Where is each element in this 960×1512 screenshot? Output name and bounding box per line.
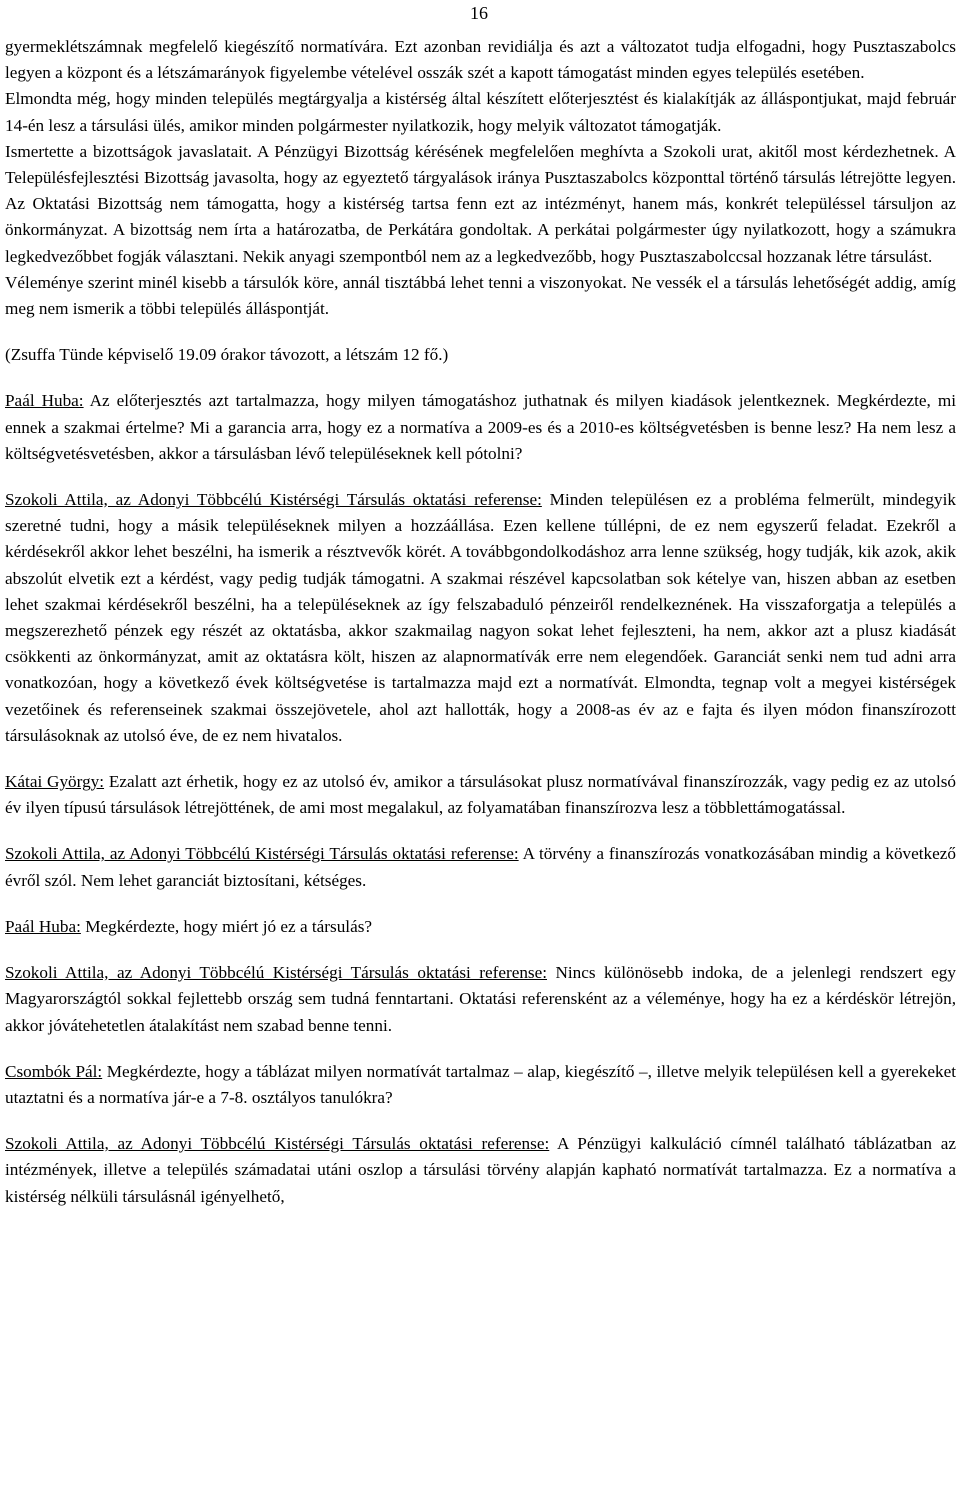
paragraph-spacer	[5, 940, 956, 960]
paragraph-spacer	[5, 322, 956, 342]
paragraph-text: Megkérdezte, hogy miért jó ez a társulás?	[80, 916, 373, 936]
paragraph-text: Minden településen ez a probléma felmerült, mindegyik szeretné tudni, hogy a másik településeknek milyen a hozzáállása. Ezen kellene túllépni, de ez nem egyszerű feladat. Ezekről a kérdésekről akkor lehet beszélni, ha ismerik a résztvevők körét. A továbbgondolkodáshoz arra lenne szükség, hogy tudják, kik azok, akik abszolút elvetik ezt a kérdést, vagy pedig tudják támogatni. A szakmai részével kapcsolatban sok kételye van, hiszen abban az esetben lehet szakmai kérdésekről beszélni, ha a településeknek az így felszabaduló pénzeiről rendelkeznének. Ha visszaforgatja a település a megszerezhető pénzek egy részét az oktatásba, akkor szakmailag nagyon sokat lehet fejleszteni, ha nem, akkor azt a plusz kiadását csökkenti az önkormányzat, amit az oktatásra költ, hiszen az alapnormatívák erre nem elegendőek. Garanciát senki nem tud adni arra vonatkozóan, hogy a következő évek költségvetése is tartalmazza majd ezt a normatívát. Elmondta, tegnap volt a megyei kistérségek vezetőinek és referenseinek szakmai összejövetele, ahol azt hallották, hogy a 2008-as év az e fajta és ilyen módon finanszírozott társulásoknak az utolsó éve, de ez nem hivatalos.	[5, 490, 956, 745]
paragraph	[5, 1131, 956, 1210]
paragraph-spacer	[5, 368, 956, 388]
paragraph-spacer	[5, 749, 956, 769]
paragraph-text: A törvény a finanszírozás vonatkozásában mindig a következő évről szól. Nem lehet garanciát biztosítani, kétséges.	[5, 844, 956, 890]
paragraph-text: Elmondta még, hogy minden település megtárgyalja a kistérség által készített előterjesztést és kialakítják az álláspontjukat, majd február 14-én lesz a társulási ülés, amikor minden polgármester nyilatkozik, hogy melyik változatot támogatják.	[5, 89, 956, 135]
paragraph-text: Ismertette a bizottságok javaslatait. A Pénzügyi Bizottság kérésének megfelelően meghívta a Szokoli urat, akitől most kérdezhetnek. A Településfejlesztési Bizottság javasolta, hogy az egyeztető tárgyalások iránya Pusztaszabolcs központtal történő társulás létrejötte legyen. Az Oktatási Bizottság nem támogatta, hogy a kistérség tartsa fenn ezt az intézményt, hanem más, konkrét településsel társuljon az önkormányzat. A bizottság nem írta a határozatba, de Perkátára gondoltak. A perkátai polgármester úgy nyilatkozott, hogy a számukra legkedvezőbbet fogják választani. Nekik anyagi szempontból nem az a legkedvezőbb, hogy Pusztaszabolccsal hozzanak létre társulást.	[5, 141, 956, 266]
speaker-name: Szokoli Attila, az Adonyi Többcélú Kistérségi Társulás oktatási referense:	[5, 963, 548, 983]
speaker-name: Paál Huba:	[5, 916, 81, 936]
speaker-name: Szokoli Attila, az Adonyi Többcélú Kistérségi Társulás oktatási referense:	[5, 844, 519, 864]
paragraph	[5, 487, 956, 749]
paragraph-text: Az előterjesztés azt tartalmazza, hogy milyen támogatáshoz juthatnak és milyen kiadások jelentkeznek. Megkérdezte, mi ennek a szakmai értelme? Mi a garancia arra, hogy ez a normatíva a 2009-es és a 2010-es költségvetésben is benne lesz? Ha nem lesz a költségvetésvetésben, akkor a társulásban lévő településeknek kell pótolni?	[5, 391, 956, 463]
paragraph	[5, 960, 956, 1039]
page-number: 16	[470, 3, 488, 23]
paragraph-spacer	[5, 821, 956, 841]
paragraph-spacer	[5, 1039, 956, 1059]
paragraph	[5, 139, 956, 270]
paragraph-text: Nincs különösebb indoka, de a jelenlegi rendszert egy Magyarországtól sokkal fejlettebb ország sem tudná fenntartani. Oktatási referensként az a véleménye, hogy ha ez a kérdéskör létrejön, akkor jóvátehetetlen átalakítást nem szabad benne tenni.	[5, 963, 956, 1035]
paragraph	[5, 841, 956, 893]
paragraph	[5, 1059, 956, 1111]
paragraph-text: A Pénzügyi kalkuláció címnél található táblázatban az intézmények, illetve a település számadatai utáni oszlop a társulási törvény alapján kapható normatívát tartalmazza. Ez a normatíva a kistérség nélküli társulásnál igényelhető,	[5, 1134, 956, 1206]
paragraph-text: Ezalatt azt érhetik, hogy ez az utolsó év, amikor a társulásokat plusz normatívával finanszírozzák, vagy pedig ez az utolsó év ilyen típusú társulások létrejöttének, de ami most megalakul, az folyamatában finanszírozva lesz a többlettámogatással.	[5, 772, 956, 818]
paragraph-text: gyermeklétszámnak megfelelő kiegészítő normatívára. Ezt azonban revidiálja és azt a változatot tudja elfogadni, hogy Pusztaszabolcs legyen a központ és a létszámarányok figyelembe vételével osszák szét a kapott támogatást minden egyes település esetében.	[5, 37, 956, 83]
speaker-name: Paál Huba:	[5, 391, 84, 411]
document-body	[5, 34, 956, 1210]
speaker-name: Szokoli Attila, az Adonyi Többcélú Kistérségi Társulás oktatási referense:	[5, 1134, 550, 1154]
paragraph-text: Megkérdezte, hogy a táblázat milyen normatívát tartalmaz – alap, kiegészítő –, illetve melyik településen kell a gyerekeket utaztatni és a normatíva jár-e a 7-8. osztályos tanulókra?	[5, 1061, 956, 1107]
speaker-name: Szokoli Attila, az Adonyi Többcélú Kistérségi Társulás oktatási referense:	[5, 490, 542, 510]
paragraph	[5, 86, 956, 138]
paragraph-text: (Zsuffa Tünde képviselő 19.09 órakor távozott, a létszám 12 fő.)	[5, 345, 449, 365]
paragraph-text: Véleménye szerint minél kisebb a társulók köre, annál tisztábbá lehet tenni a viszonyokat. Ne vessék el a társulás lehetőségét addig, amíg meg nem ismerik a többi település álláspontját.	[5, 272, 956, 319]
paragraph-spacer	[5, 894, 956, 914]
paragraph-spacer	[5, 1111, 956, 1131]
paragraph	[5, 769, 956, 821]
speaker-name: Csombók Pál:	[5, 1061, 103, 1081]
paragraph	[5, 34, 956, 86]
paragraph-spacer	[5, 467, 956, 487]
paragraph	[5, 342, 956, 368]
paragraph	[5, 270, 956, 322]
speaker-name: Kátai György:	[5, 772, 105, 792]
paragraph	[5, 388, 956, 467]
paragraph	[5, 914, 956, 940]
